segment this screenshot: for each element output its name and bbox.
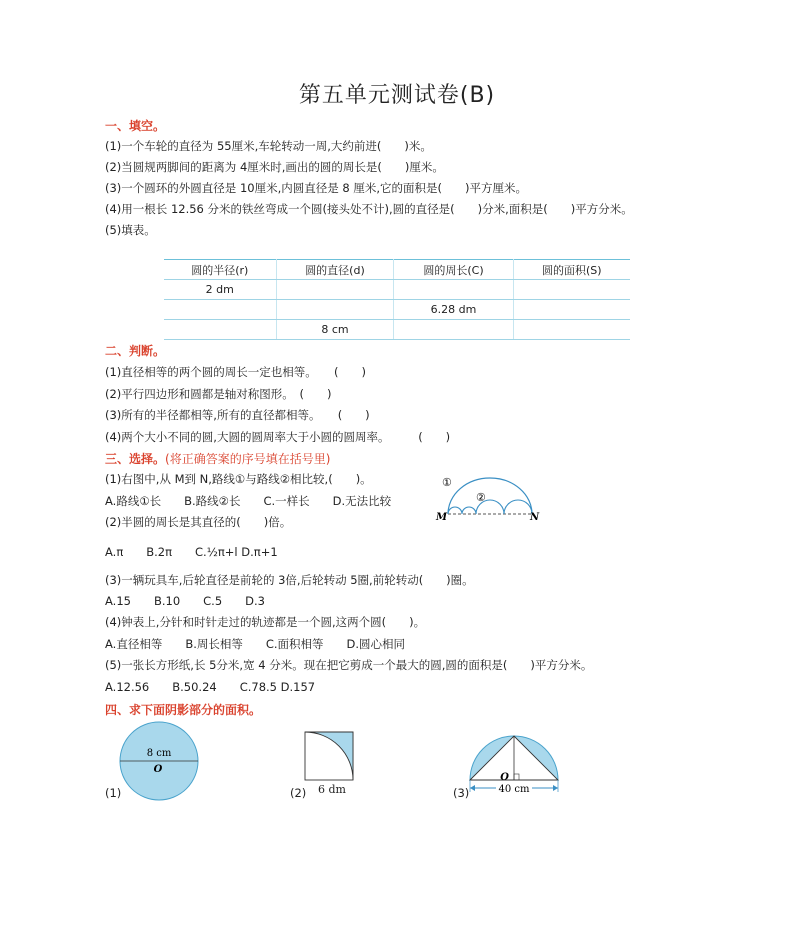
circle-table [164,259,630,340]
judge-q1: (1)直径相等的两个圆的周长一定也相等。 ( ) [105,365,367,379]
table-cell [276,280,394,300]
table-header: 圆的半径(r) [164,260,276,280]
choice-q2: (2)半圆的周长是其直径的( )倍。 [105,515,292,529]
section-fill-in-heading: 一、填空。 [105,119,166,133]
section-area-heading: 四、求下面阴影部分的面积。 [105,703,262,717]
section-choice-title: 三、选择。 [105,452,166,466]
choice-q1-options: A.路线①长 B.路线②长 C.一样长 D.无法比较 [105,494,392,508]
choice-q4-options: A.直径相等 B.周长相等 C.面积相等 D.圆心相同 [105,637,406,651]
choice-q2-options: A.π B.2π C.½π+l D.π+1 [105,545,278,559]
dimension-label: 40 cm [498,784,530,795]
diameter-label: 8 cm [146,748,172,759]
table-header-row [164,260,630,280]
figure-2-side-label: 6 dm [318,783,346,796]
fill-in-q4: (4)用一根长 12.56 分米的铁丝弯成一个圆(接头处不计),圆的直径是( )分米,面积是( )平方分米。 [105,202,633,216]
table-cell [513,320,630,340]
choice-q3-options: A.15 B.10 C.5 D.3 [105,594,265,608]
table-cell: 2 dm [164,280,276,300]
table-cell [164,320,276,340]
choice-q5: (5)一张长方形纸,长 5分米,宽 4 分米。现在把它剪成一个最大的圆,圆的面积是( )平方分米。 [105,658,593,672]
fill-in-q1: (1)一个车轮的直径为 55厘米,车轮转动一周,大约前进( )米。 [105,139,432,153]
table-row [164,300,630,320]
figure-2-number: (2) [290,786,307,800]
table-cell [394,320,513,340]
table-cell [394,280,513,300]
route-figure [432,470,544,526]
choice-q4: (4)钟表上,分针和时针走过的轨迹都是一个圆,这两个圆( )。 [105,615,426,629]
figure-3-number: (3) [453,786,470,800]
route-2-arcs [448,500,532,514]
section-judge-heading: 二、判断。 [105,344,166,358]
table-cell [276,300,394,320]
arrow-left-icon [470,785,475,791]
table-cell [513,280,630,300]
table-cell: 6.28 dm [394,300,513,320]
point-m-label: M [436,512,448,523]
table-row [164,280,630,300]
fill-in-q5: (5)填表。 [105,223,156,237]
page-title: 第五单元测试卷(B) [298,83,496,108]
fill-in-q3: (3)一个圆环的外圆直径是 10厘米,内圆直径是 8 厘米,它的面积是( )平方厘米。 [105,181,527,195]
table-cell: 8 cm [276,320,394,340]
center-label: O [500,772,509,783]
route-1-arc [448,478,532,514]
figure-2-square [303,730,355,782]
choice-q1: (1)右图中,从 M到 N,路线①与路线②相比较,( )。 [105,472,372,486]
section-choice-note: (将正确答案的序号填在括号里) [165,452,331,466]
table-cell [513,300,630,320]
table-row [164,320,630,340]
judge-q2: (2)平行四边形和圆都是轴对称图形。 ( ) [105,387,332,401]
judge-q3: (3)所有的半径都相等,所有的直径都相等。 ( ) [105,408,370,422]
choice-q3: (3)一辆玩具车,后轮直径是前轮的 3倍,后轮转动 5圈,前轮转动( )圈。 [105,573,474,587]
fill-in-q2: (2)当圆规两脚间的距离为 4厘米时,画出的圆的周长是( )厘米。 [105,160,444,174]
table-header: 圆的直径(d) [276,260,394,280]
figure-1-circle [118,720,200,802]
point-n-label: N [530,512,540,523]
judge-q4: (4)两个大小不同的圆,大圆的圆周率大于小圆的圆周率。 ( ) [105,430,451,444]
figure-3-semicircle [462,730,566,800]
table-header: 圆的面积(S) [513,260,630,280]
route-2-label: ② [476,491,486,504]
route-1-label: ① [442,476,452,489]
center-label: O [153,764,163,775]
section-choice-heading [105,450,330,467]
arrow-right-icon [553,785,558,791]
table-cell [164,300,276,320]
figure-1-number: (1) [105,786,122,800]
choice-q5-options: A.12.56 B.50.24 C.78.5 D.157 [105,680,316,694]
table-header: 圆的周长(C) [394,260,513,280]
